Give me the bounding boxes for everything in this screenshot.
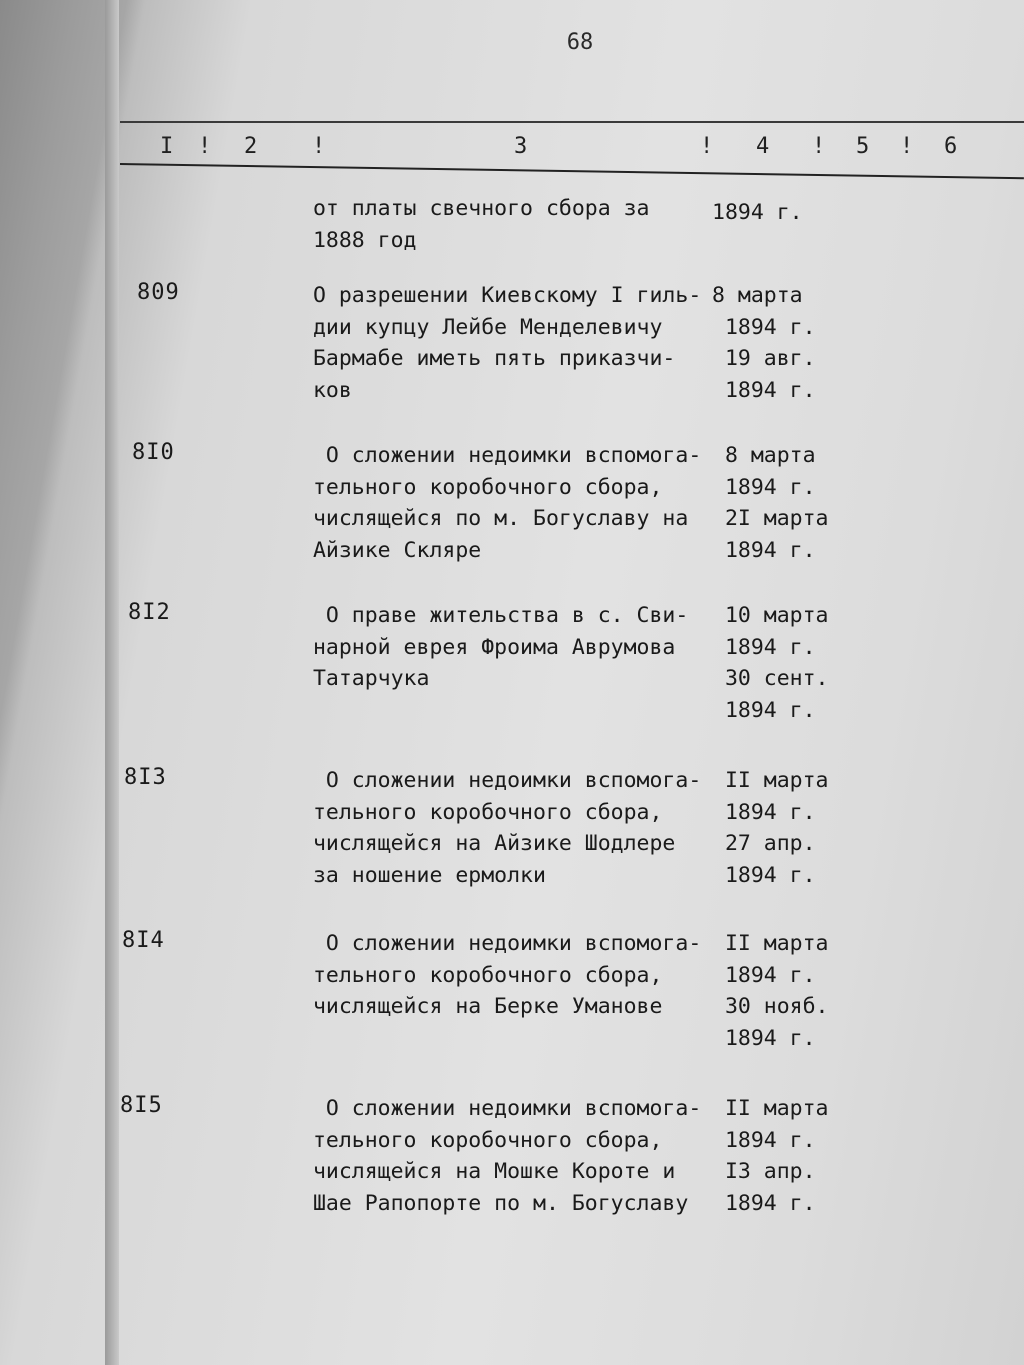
- row-dates: II марта 1894 г. I3 апр. 1894 г.: [724, 1096, 829, 1216]
- row-number: 8I0: [132, 440, 175, 465]
- header-col-6: 6: [944, 134, 958, 159]
- row-number: 809: [137, 280, 180, 305]
- row-title: О сложении недоимки вспомога- тельного коробочного сбора, числящейся на Айзике Шодлере за ношение ермолки: [312, 768, 702, 888]
- header-col-2: 2: [244, 134, 258, 159]
- row-dates: II марта 1894 г. 27 апр. 1894 г.: [724, 768, 829, 888]
- row-dates: 1894 г.: [712, 200, 803, 225]
- header-separator-4: !: [812, 134, 826, 159]
- row-title: О разрешении Киевскому I гиль- дии купцу Лейбе Менделевичу Бармабе иметь пять приказчи- ков: [312, 283, 702, 403]
- header-separator-2: !: [312, 134, 326, 159]
- header-rule-bottom: [120, 163, 1024, 179]
- row-title: О сложении недоимки вспомога- тельного коробочного сбора, числящейся на Берке Уманове: [312, 931, 702, 1019]
- header-separator-5: !: [900, 134, 914, 159]
- header-separator-1: !: [198, 134, 212, 159]
- header-col-3: 3: [514, 134, 528, 159]
- header-separator-3: !: [700, 134, 714, 159]
- row-number: 8I5: [120, 1093, 163, 1118]
- row-title: О сложении недоимки вспомога- тельного коробочного сбора, числящейся по м. Богуславу на Айзике Скляре: [312, 443, 702, 563]
- row-number: 8I3: [124, 765, 167, 790]
- row-title: от платы свечного сбора за 1888 год: [312, 196, 650, 253]
- header-col-4: 4: [756, 134, 770, 159]
- page-number: 68: [566, 30, 594, 55]
- header-col-5: 5: [856, 134, 870, 159]
- row-dates: 8 марта 1894 г. 19 авг. 1894 г.: [712, 283, 816, 403]
- header-rule-top: [120, 121, 1024, 123]
- row-dates: II марта 1894 г. 30 нояб. 1894 г.: [724, 931, 829, 1051]
- row-number: 8I2: [128, 600, 171, 625]
- header-col-1: I: [160, 134, 174, 159]
- page-binding-edge: [105, 0, 119, 1365]
- row-title: О сложении недоимки вспомога- тельного коробочного сбора, числящейся на Мошке Короте и Шае Рапопорте по м. Богуславу: [312, 1096, 702, 1216]
- row-title: О праве жительства в с. Сви- нарной еврея Фроима Аврумова Татарчука: [312, 603, 689, 691]
- row-number: 8I4: [122, 928, 165, 953]
- row-dates: 8 марта 1894 г. 2I марта 1894 г.: [724, 443, 829, 563]
- row-dates: 10 марта 1894 г. 30 сент. 1894 г.: [724, 603, 829, 723]
